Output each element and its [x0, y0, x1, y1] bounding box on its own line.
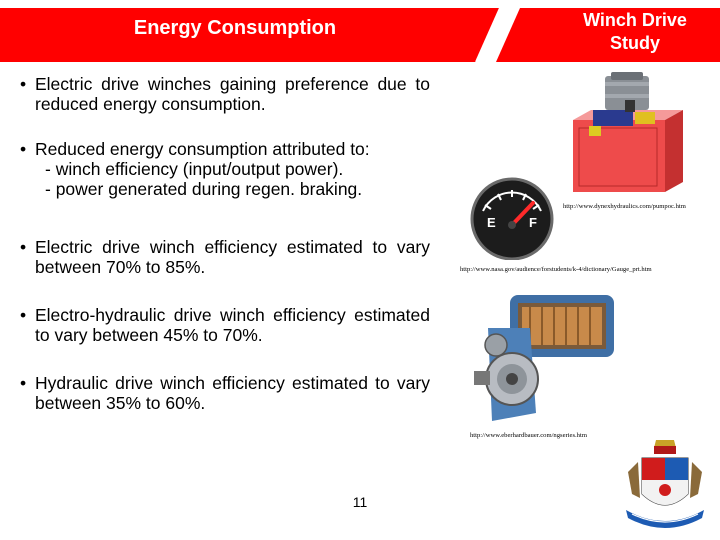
bullet-text: Electric drive winches gaining preference due to reduced energy consumption.	[35, 74, 430, 114]
bullet-dot: •	[20, 237, 27, 257]
gauge-empty-label: E	[487, 215, 496, 230]
hydraulic-pump-image	[565, 70, 690, 200]
bullet-dot: •	[20, 373, 27, 393]
bullet-item	[20, 373, 430, 413]
pump-source-url: http://www.dynexhydraulics.com/pumpoc.htm	[563, 203, 686, 210]
coat-of-arms-emblem	[618, 432, 712, 536]
bullet-subtext: - winch efficiency (input/output power).	[45, 159, 344, 179]
bullet-item	[20, 74, 430, 114]
motor-source-url: http://www.eberhardbauer.com/ngseries.htm	[470, 432, 587, 439]
bullet-item	[20, 139, 430, 199]
fuel-gauge-icon	[465, 175, 560, 260]
bullet-item	[20, 237, 430, 277]
bullet-text: Reduced energy consumption attributed to:	[35, 139, 370, 159]
gauge-source-url: http://www.nasa.gov/audience/forstudents/k-4/dictionary/Gauge_prt.htm	[460, 266, 652, 273]
study-title-line1: Winch Drive	[583, 10, 687, 30]
bullet-subtext: - power generated during regen. braking.	[45, 179, 363, 199]
page-number: 11	[352, 494, 368, 510]
bullet-item	[20, 305, 430, 345]
bullet-dot: •	[20, 139, 27, 159]
bullet-text: Hydraulic drive winch efficiency estimated to vary between 35% to 60%.	[35, 373, 430, 413]
study-title-line2: Study	[609, 33, 660, 53]
study-title	[560, 9, 710, 55]
bullet-text: Electric drive winch efficiency estimated to vary between 70% to 85%.	[35, 237, 430, 277]
gauge-full-label: F	[529, 215, 537, 230]
slide-title: Energy Consumption	[133, 17, 337, 39]
bullet-dot: •	[20, 305, 27, 325]
bullet-dot: •	[20, 74, 27, 94]
geared-motor-image	[470, 283, 620, 428]
bullet-text: Electro-hydraulic drive winch efficiency estimated to vary between 45% to 70%.	[35, 305, 430, 345]
